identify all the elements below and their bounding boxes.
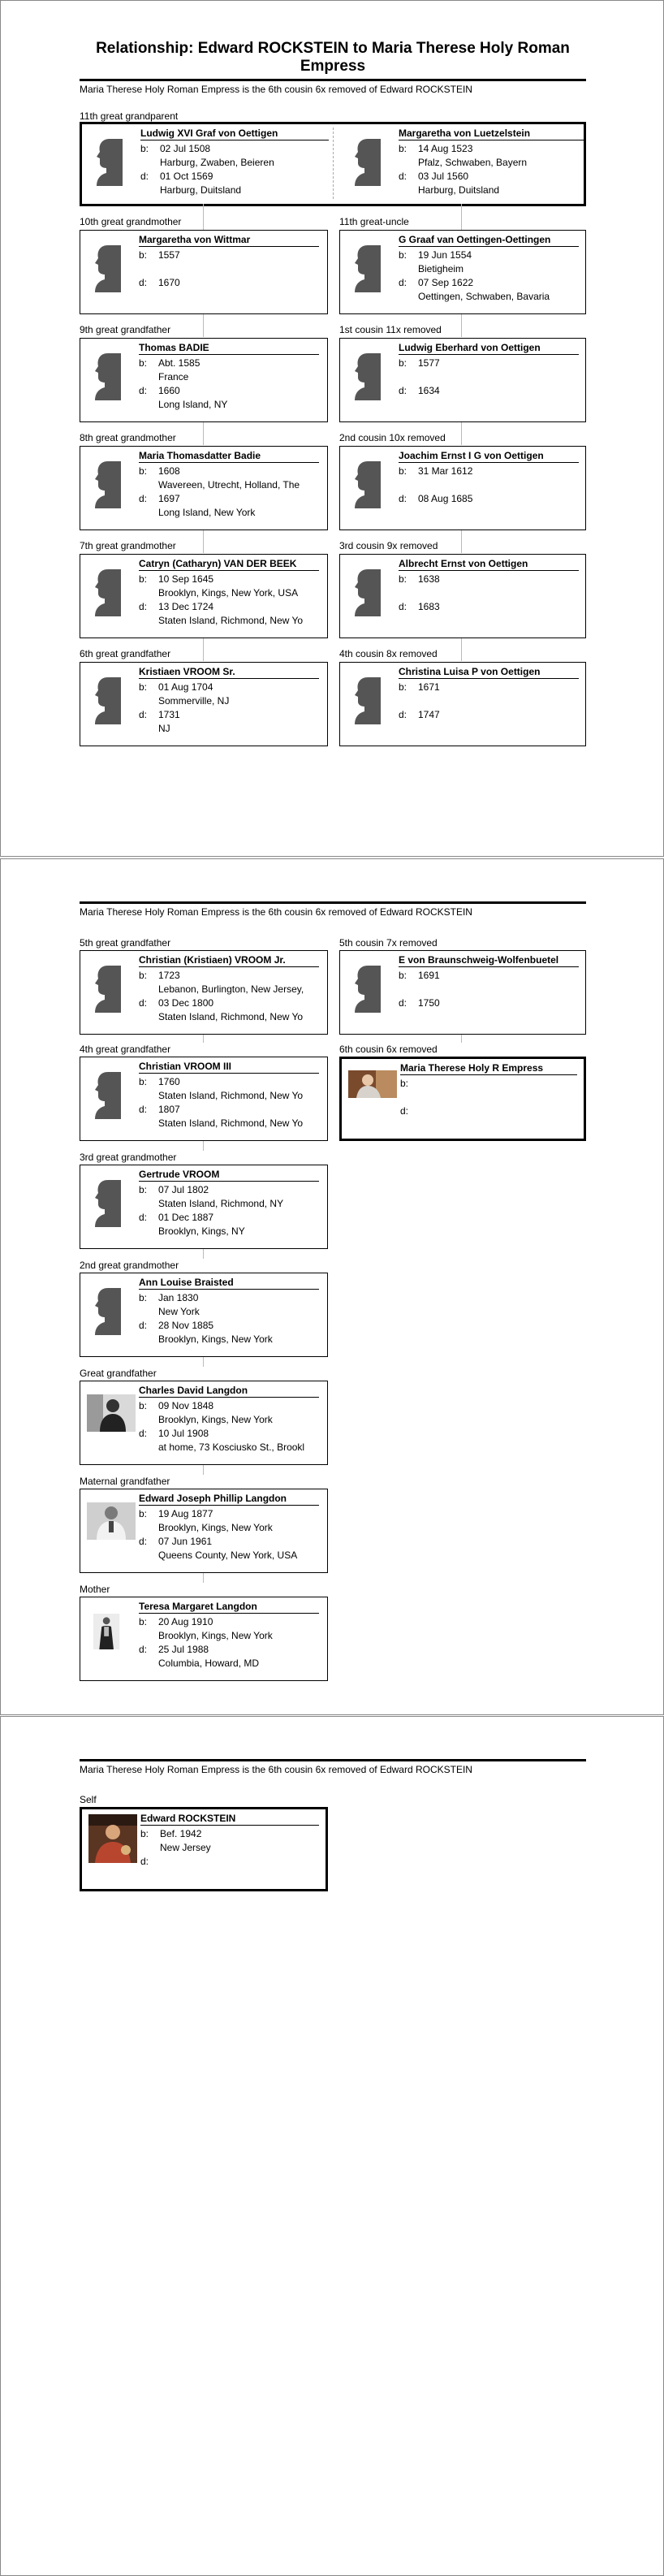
birth-row: b: 1671 — [399, 681, 440, 693]
death-place: Columbia, Howard, MD — [158, 1658, 260, 1669]
person-name: E von Braunschweig-Wolfenbuetel — [399, 954, 579, 967]
silhouette-icon — [95, 137, 124, 186]
death-row: d: — [140, 1856, 149, 1867]
person-box[interactable] — [339, 446, 586, 530]
birth-row: b: Jan 1830 — [139, 1292, 199, 1303]
generation-label: 8th great grandmother — [80, 432, 176, 443]
person-name: Edward ROCKSTEIN — [140, 1813, 319, 1826]
birth-row: b: 1557 — [139, 249, 180, 261]
generation-label: 3rd great grandmother — [80, 1152, 177, 1163]
death-row: d: 28 Nov 1885 — [139, 1320, 214, 1331]
person-box[interactable] — [80, 1057, 328, 1141]
birth-place: Staten Island, Richmond, New Yo — [158, 1090, 304, 1101]
person-box[interactable] — [339, 554, 586, 638]
death-row: d: 10 Jul 1908 — [139, 1428, 209, 1439]
portrait-photo — [87, 1394, 136, 1432]
birth-row: b: 1760 — [139, 1076, 180, 1087]
person-box[interactable] — [80, 950, 328, 1035]
death-place: Harburg, Duitsland — [418, 184, 500, 196]
portrait-photo — [348, 1070, 397, 1098]
person-name: Catryn (Catharyn) VAN DER BEEK — [139, 558, 319, 571]
birth-place: Pfalz, Schwaben, Bayern — [418, 157, 528, 168]
death-place: Brooklyn, Kings, NY — [158, 1225, 245, 1237]
title-rule — [80, 901, 586, 904]
birth-place: Brooklyn, Kings, New York — [158, 1414, 273, 1425]
relationship-subtitle: Maria Therese Holy Roman Empress is the 6th cousin 6x removed of Edward ROCKSTEIN — [80, 1764, 472, 1775]
death-place: Long Island, New York — [158, 507, 256, 518]
birth-place: New Jersey — [160, 1842, 211, 1853]
connector-line — [203, 530, 204, 553]
connector-line — [461, 530, 462, 553]
death-row: d: 1683 — [399, 601, 440, 612]
death-place: Queens County, New York, USA — [158, 1549, 298, 1561]
person-box[interactable] — [80, 1273, 328, 1357]
birth-row: b: 20 Aug 1910 — [139, 1616, 213, 1627]
generation-label: 4th great grandfather — [80, 1044, 171, 1055]
death-row: d: 1634 — [399, 385, 440, 396]
death-row: d: 03 Dec 1800 — [139, 997, 214, 1009]
person-name: Gertrude VROOM — [139, 1169, 319, 1182]
portrait-photo — [93, 1607, 129, 1656]
silhouette-icon — [353, 676, 382, 724]
birth-row: b: — [400, 1078, 409, 1089]
death-row: d: — [400, 1105, 409, 1117]
silhouette-icon — [93, 964, 123, 1013]
death-place: Brooklyn, Kings, New York — [158, 1333, 273, 1345]
silhouette-icon — [353, 460, 382, 508]
death-place: Oettingen, Schwaben, Bavaria — [418, 291, 550, 302]
generation-label: Maternal grandfather — [80, 1476, 170, 1487]
person-name: Charles David Langdon — [139, 1385, 319, 1398]
birth-row: b: 01 Aug 1704 — [139, 681, 213, 693]
death-place: Harburg, Duitsland — [160, 184, 242, 196]
death-row: d: 01 Oct 1569 — [140, 171, 213, 182]
death-row: d: 1747 — [399, 709, 440, 720]
generation-label: 1st cousin 11x removed — [339, 324, 442, 335]
birth-row: b: 19 Jun 1554 — [399, 249, 472, 261]
person-box[interactable] — [80, 662, 328, 746]
person-name: Ludwig XVI Graf von Oettigen — [140, 128, 329, 140]
birth-place: Staten Island, Richmond, NY — [158, 1198, 284, 1209]
person-box[interactable] — [80, 1597, 328, 1681]
silhouette-icon — [93, 1178, 123, 1227]
person-name: Ludwig Eberhard von Oettigen — [399, 342, 579, 355]
birth-place: France — [158, 371, 189, 383]
person-name: Margaretha von Luetzelstein — [399, 128, 586, 140]
person-name: Edward Joseph Phillip Langdon — [139, 1493, 319, 1506]
silhouette-icon — [93, 1070, 123, 1119]
relationship-subtitle: Maria Therese Holy Roman Empress is the 6th cousin 6x removed of Edward ROCKSTEIN — [80, 906, 472, 918]
connector-line — [203, 422, 204, 445]
person-box-self[interactable] — [80, 1807, 328, 1891]
death-row: d: 08 Aug 1685 — [399, 493, 473, 504]
person-name: Albrecht Ernst von Oettigen — [399, 558, 579, 571]
person-card[interactable] — [82, 124, 334, 204]
generation-label: 6th great grandfather — [80, 648, 171, 659]
death-row: d: 1660 — [139, 385, 180, 396]
title-rule — [80, 1759, 586, 1761]
death-place: at home, 73 Kosciusko St., Brookl — [158, 1441, 305, 1453]
silhouette-icon — [353, 568, 382, 616]
silhouette-icon — [353, 137, 382, 186]
person-name: Maria Therese Holy R Empress — [400, 1062, 577, 1075]
person-name: Christina Luisa P von Oettigen — [399, 666, 579, 679]
person-box[interactable] — [80, 554, 328, 638]
death-row: d: 07 Jun 1961 — [139, 1536, 213, 1547]
silhouette-icon — [93, 352, 123, 400]
person-name: G Graaf van Oettingen-Oettingen — [399, 234, 579, 247]
birth-place: Harburg, Zwaben, Beieren — [160, 157, 274, 168]
person-name: Maria Thomasdatter Badie — [139, 450, 319, 463]
birth-row: b: 09 Nov 1848 — [139, 1400, 214, 1411]
person-box[interactable] — [80, 230, 328, 314]
page-title: Relationship: Edward ROCKSTEIN to Maria Therese Holy Roman Empress — [96, 40, 570, 75]
silhouette-icon — [93, 244, 123, 292]
person-name: Christian VROOM III — [139, 1061, 319, 1074]
page-2 — [0, 858, 664, 1715]
birth-place: Brooklyn, Kings, New York, USA — [158, 587, 299, 599]
silhouette-icon — [353, 244, 382, 292]
person-name: Thomas BADIE — [139, 342, 319, 355]
generation-label: 5th cousin 7x removed — [339, 937, 438, 949]
relationship-subtitle: Maria Therese Holy Roman Empress is the 6th cousin 6x removed of Edward ROCKSTEIN — [80, 84, 472, 95]
birth-place: Sommerville, NJ — [158, 695, 230, 707]
person-card[interactable] — [340, 124, 586, 204]
birth-row: b: Bef. 1942 — [140, 1828, 202, 1839]
birth-row: b: 1608 — [139, 465, 180, 477]
person-name: Kristiaen VROOM Sr. — [139, 666, 319, 679]
person-box[interactable] — [339, 662, 586, 746]
generation-label: Great grandfather — [80, 1368, 157, 1379]
death-place: Long Island, NY — [158, 399, 228, 410]
connector-line — [461, 638, 462, 661]
person-box-target[interactable] — [339, 1057, 586, 1141]
death-place: NJ — [158, 723, 170, 734]
death-row: d: 1807 — [139, 1104, 180, 1115]
generation-label: 9th great grandfather — [80, 324, 171, 335]
death-place: Staten Island, Richmond, New Yo — [158, 615, 304, 626]
silhouette-icon — [353, 352, 382, 400]
generation-label: 3rd cousin 9x removed — [339, 540, 438, 551]
birth-row: b: Abt. 1585 — [139, 357, 200, 369]
title-rule — [80, 79, 586, 81]
person-name: Christian (Kristiaen) VROOM Jr. — [139, 954, 319, 967]
page-1 — [0, 0, 664, 857]
death-place: Staten Island, Richmond, New Yo — [158, 1117, 304, 1129]
death-row: d: 13 Dec 1724 — [139, 601, 214, 612]
generation-label: 2nd cousin 10x removed — [339, 432, 446, 443]
person-name: Margaretha von Wittmar — [139, 234, 319, 247]
silhouette-icon — [93, 568, 123, 616]
birth-row: b: 02 Jul 1508 — [140, 143, 211, 154]
birth-place: New York — [158, 1306, 200, 1317]
silhouette-icon — [93, 460, 123, 508]
birth-row: b: 19 Aug 1877 — [139, 1508, 213, 1519]
generation-label: Mother — [80, 1584, 110, 1595]
person-box[interactable] — [80, 1489, 328, 1573]
birth-row: b: 1691 — [399, 970, 440, 981]
death-row: d: 01 Dec 1887 — [139, 1212, 214, 1223]
person-box[interactable] — [80, 1381, 328, 1465]
death-row: d: 07 Sep 1622 — [399, 277, 474, 288]
death-row: d: 03 Jul 1560 — [399, 171, 469, 182]
person-name: Joachim Ernst I G von Oettigen — [399, 450, 579, 463]
birth-row: b: 1577 — [399, 357, 440, 369]
generation-label: 7th great grandmother — [80, 540, 176, 551]
death-place: Staten Island, Richmond, New Yo — [158, 1011, 304, 1022]
person-box[interactable] — [80, 1165, 328, 1249]
generation-label: 2nd great grandmother — [80, 1260, 179, 1271]
connector-line — [461, 204, 462, 230]
portrait-photo — [87, 1502, 136, 1540]
connector-line — [203, 314, 204, 337]
generation-label: 5th great grandfather — [80, 937, 171, 949]
couple-divider — [333, 128, 334, 199]
generation-label: 11th great grandparent — [80, 110, 179, 122]
birth-place: Wavereen, Utrecht, Holland, The — [158, 479, 300, 491]
birth-place: Lebanon, Burlington, New Jersey, — [158, 983, 304, 995]
portrait-photo — [88, 1814, 137, 1863]
birth-row: b: 1638 — [399, 573, 440, 585]
generation-label: Self — [80, 1794, 97, 1805]
birth-place: Bietigheim — [418, 263, 464, 274]
generation-label: 6th cousin 6x removed — [339, 1044, 438, 1055]
page-3 — [0, 1716, 664, 2576]
death-row: d: 1731 — [139, 709, 180, 720]
death-row: d: 1697 — [139, 493, 180, 504]
silhouette-icon — [353, 964, 382, 1013]
connector-line — [203, 204, 204, 230]
connector-line — [461, 314, 462, 337]
person-box[interactable] — [339, 950, 586, 1035]
person-name: Teresa Margaret Langdon — [139, 1601, 319, 1614]
silhouette-icon — [93, 1286, 123, 1335]
birth-row: b: 10 Sep 1645 — [139, 573, 214, 585]
death-row: d: 1670 — [139, 277, 180, 288]
birth-row: b: 14 Aug 1523 — [399, 143, 473, 154]
birth-row: b: 1723 — [139, 970, 180, 981]
person-name: Ann Louise Braisted — [139, 1277, 319, 1290]
birth-place: Brooklyn, Kings, New York — [158, 1522, 273, 1533]
connector-line — [461, 422, 462, 445]
birth-place: Brooklyn, Kings, New York — [158, 1630, 273, 1641]
person-box[interactable] — [80, 446, 328, 530]
birth-row: b: 31 Mar 1612 — [399, 465, 473, 477]
person-box[interactable] — [339, 338, 586, 422]
couple-box-11th-great-grandparents[interactable] — [80, 122, 586, 206]
silhouette-icon — [93, 676, 123, 724]
generation-label: 10th great grandmother — [80, 216, 182, 227]
connector-line — [203, 638, 204, 661]
generation-label: 4th cousin 8x removed — [339, 648, 438, 659]
death-row: d: 25 Jul 1988 — [139, 1644, 209, 1655]
person-box[interactable] — [80, 338, 328, 422]
person-box[interactable] — [339, 230, 586, 314]
generation-label: 11th great-uncle — [339, 216, 409, 227]
death-row: d: 1750 — [399, 997, 440, 1009]
birth-row: b: 07 Jul 1802 — [139, 1184, 209, 1195]
